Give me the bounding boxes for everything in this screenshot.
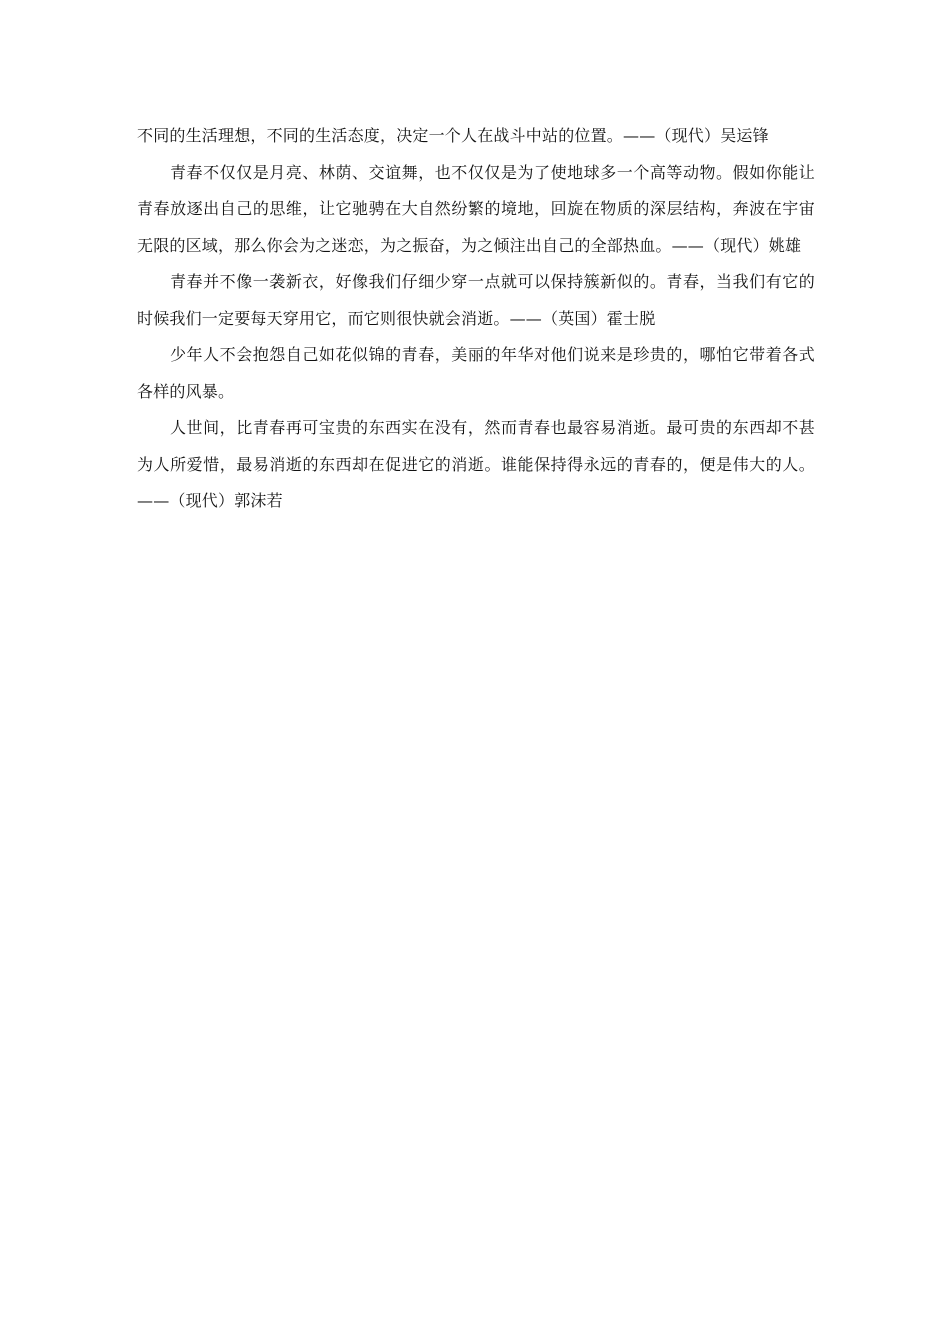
paragraph-yao-xiong-quote: 青春不仅仅是月亮、林荫、交谊舞，也不仅仅是为了使地球多一个高等动物。假如你能让青春放逐出自己的思维，让它驰骋在大自然纷繁的境地，回旋在物质的深层结构，奔波在宇宙无限的区域，那么你会为之迷恋，为之振奋，为之倾注出自己的全部热血。——（现代）姚雄 — [137, 162, 815, 255]
paragraph-huo-shi-tuo-quote: 青春并不像一袭新衣，好像我们仔细少穿一点就可以保持簇新似的。青春，当我们有它的时候我们一定要每天穿用它，而它则很快就会消逝。——（英国）霍士脱 — [137, 272, 815, 328]
paragraph-guo-moruo-quote: 人世间，比青春再可宝贵的东西实在没有，然而青春也最容易消逝。最可贵的东西却不甚为人所爱惜，最易消逝的东西却在促进它的消逝。谁能保持得永远的青春的，便是伟大的人。——（现代）郭沫若 — [137, 418, 815, 510]
document-body — [137, 118, 815, 520]
paragraph-youth-storm-quote: 少年人不会抱怨自己如花似锦的青春，美丽的年华对他们说来是珍贵的，哪怕它带着各式各样的风暴。 — [137, 345, 815, 401]
paragraph-wu-yunfeng-quote: 不同的生活理想，不同的生活态度，决定一个人在战斗中站的位置。——（现代）吴运锋 — [137, 126, 769, 145]
